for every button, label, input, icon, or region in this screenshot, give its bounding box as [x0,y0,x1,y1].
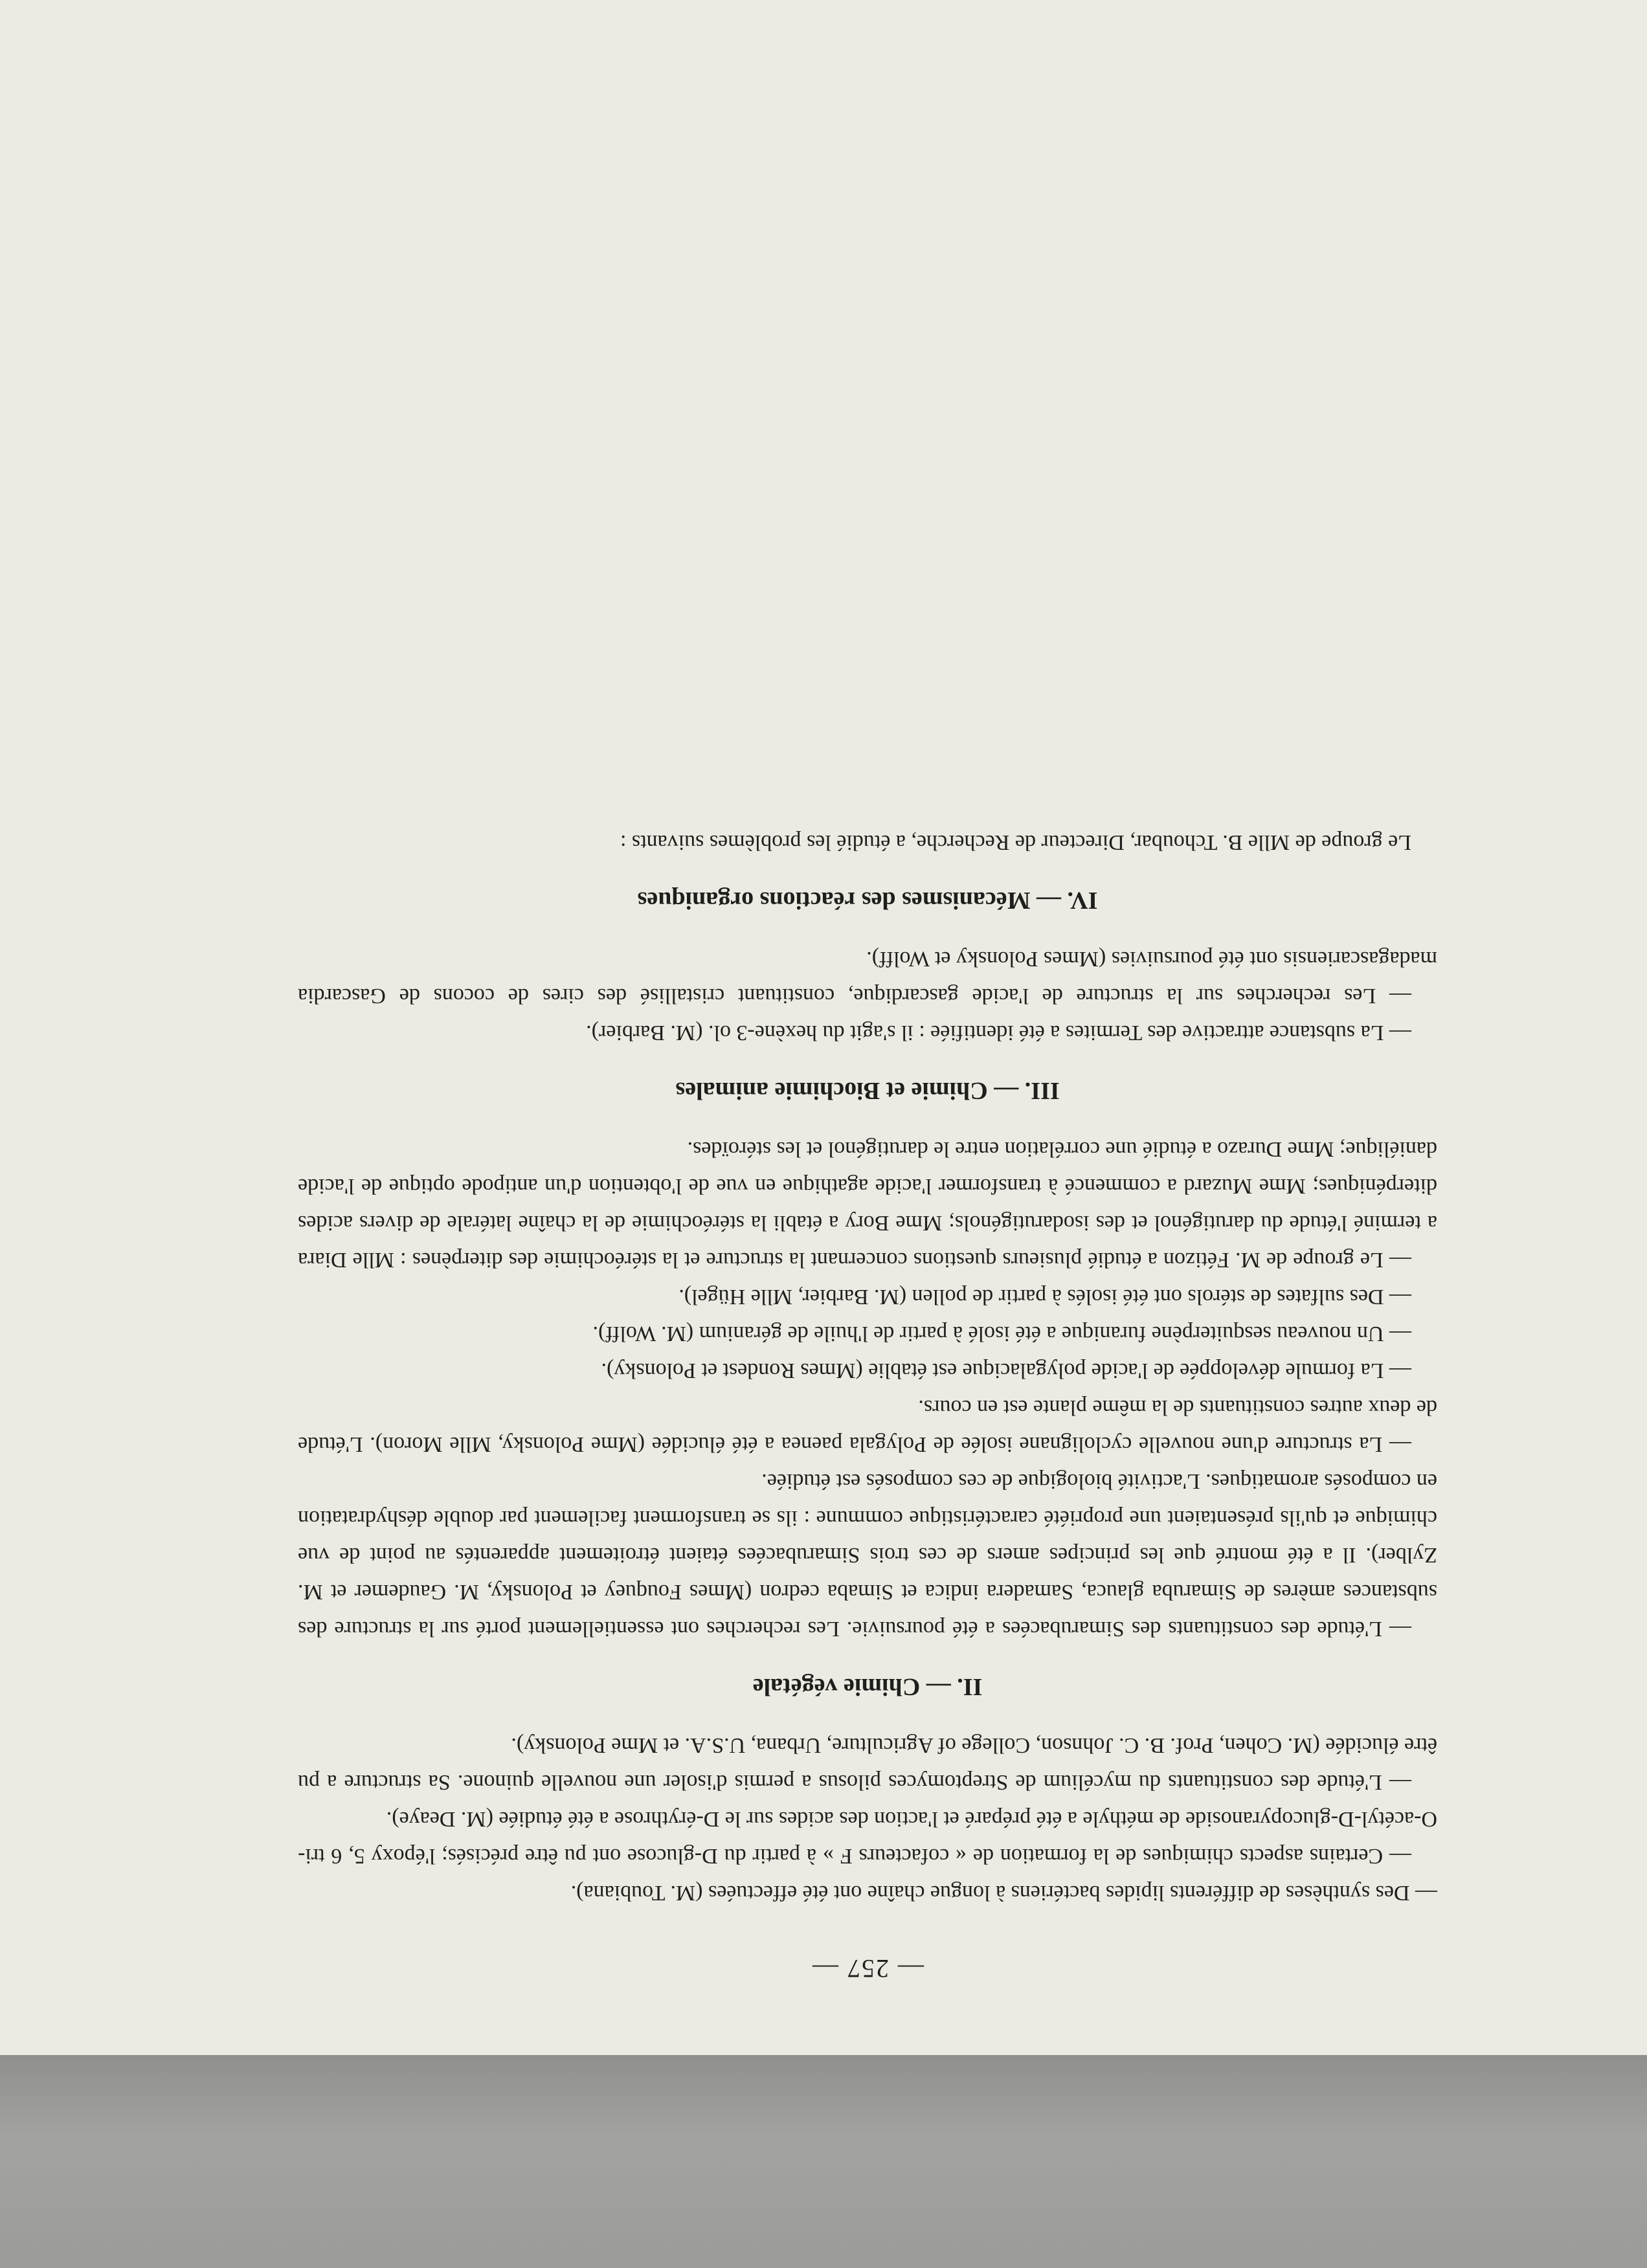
page-number: — 257 — [811,1954,924,1983]
section-heading-mecanismes: IV. — Mécanismes des réactions organiques [637,887,1098,914]
section-heading-chimie-animale: III. — Chimie et Biochimie animales [675,1077,1060,1104]
paragraph: — La formule développée de l'acide polygalacique est établie (Mmes Rondest et Polonsky). [601,1359,1411,1383]
paragraph: — Le groupe de M. Fétizon a étudié plusieurs questions concernant la structure et la stéréochimie des diterpènes : Mlle Diara a terminé l'étude du darutigénol et des isodarutigénols; Mme Bory a établi la stéréochimie de la chaîne latérale de divers acides diterpéniques; Mme Muzard a commencé à transformer l'acide agathique en vue de l'obtention d'un antipode optique de l'acide daniélique; Mme Durazo a étudié une corrélation entre le darutigénol et les stéroïdes. [298,1137,1437,1272]
paragraph: — Des synthèses de différents lipides bactériens à longue chaîne ont été effectuées (M. Toubiana). [570,1881,1437,1905]
scanner-background [0,2055,1647,2268]
paragraph: — Certains aspects chimiques de la formation de « cofacteurs F » à partir du D-glucose ont pu être précisés; l'époxy 5, 6 tri-O-acétyl-D-glucopyranoside de méthyle a été préparé et l'action des acides sur le D-érythrose a été étudiée (M. Deaye). [298,1807,1437,1868]
rotated-text-block [298,239,1437,1987]
paragraph: — La substance attractive des Termites a été identifiée : il s'agit du hexène-3 ol. (M. Barbier). [586,1021,1411,1045]
section-heading-chimie-vegetale: II. — Chimie végétale [752,1673,983,1700]
paragraph: — Les recherches sur la structure de l'acide gascardique, constituant cristallisé des cires de cocons de Gascardia madagascariensis ont été poursuivies (Mmes Polonsky et Wolff). [298,947,1437,1008]
paragraph: — L'étude des constituants des Simarubacées a été poursuivie. Les recherches ont essentiellement porté sur la structure des substances amères de Simaruba glauca, Samadera indica et Simaba cedron (Mmes Fouquey et Polonsky, M. Gaudemer et M. Zylber). Il a été montré que les principes amers de ces trois Simarubacées étaient étroitement apparentés au point de vue chimique et qu'ils présentaient une propriété caractéristique commune : ils se transforment facilement par double déshydratation en composés aromatiques. L'activité biologique de ces composés est étudiée. [298,1469,1437,1641]
paragraph: — L'étude des constituants du mycélium de Streptomyces pilosus a permis d'isoler une nouvelle quinone. Sa structure a pu être élucidée (M. Cohen, Prof. B. C. Johnson, College of Agriculture, Urbana, U.S.A. et Mme Polonsky). [298,1733,1437,1794]
paragraph: — Des sulfates de stérols ont été isolés à partir de pollen (M. Barbier, Mlle Hügel). [678,1285,1411,1309]
paragraph: — La structure d'une nouvelle cyclolignane isolée de Polygala paenea a été élucidée (Mme Polonsky, Mlle Moron). L'étude de deux autres constituants de la même plante est en cours. [298,1395,1437,1456]
paragraph: Le groupe de Mlle B. Tchoubar, Directeur de Recherche, a étudié les problèmes suivants : [620,830,1411,854]
paragraph: — Un nouveau sesquiterpène furanique a été isolé à partir de l'huile de géranium (M. Wolff). [592,1322,1411,1346]
